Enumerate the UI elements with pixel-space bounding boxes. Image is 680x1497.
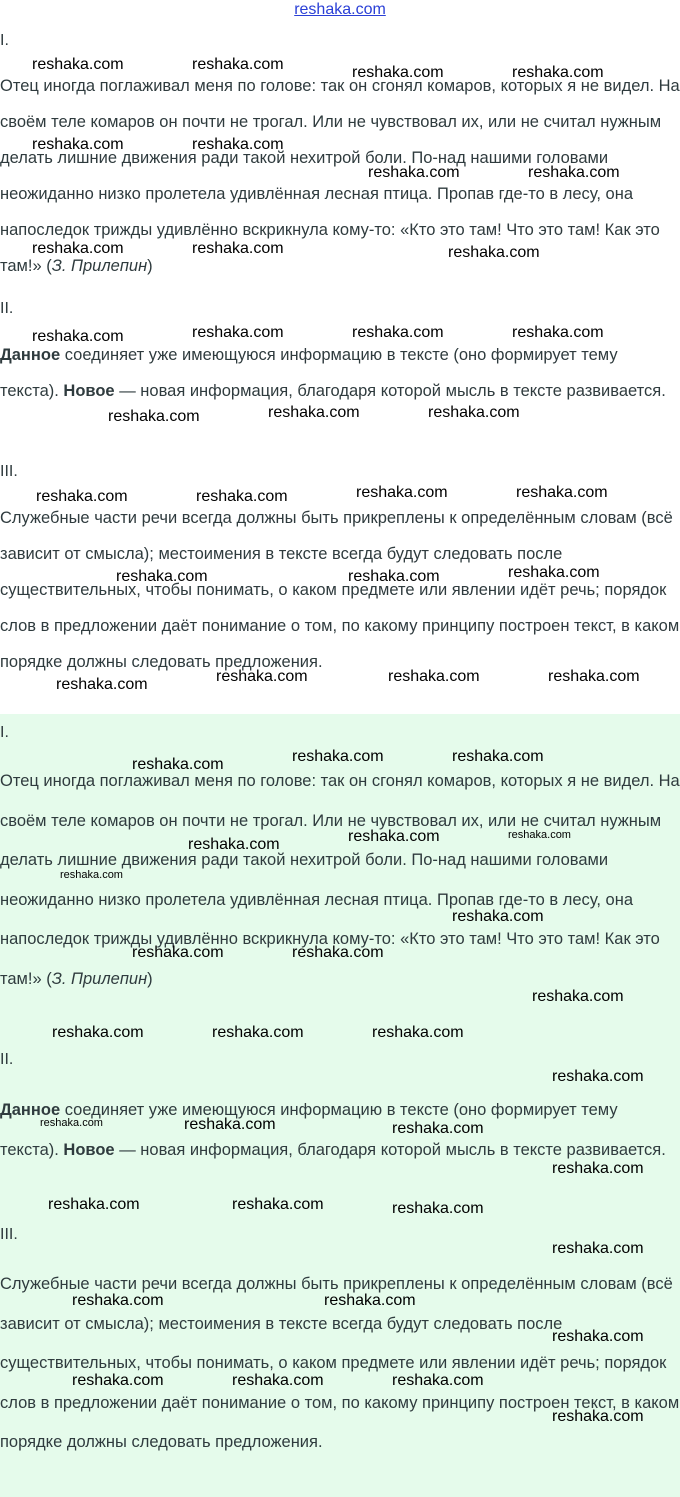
- section-2-text: Данное соединяет уже имеющуюся информацию в тексте (оно формирует тему текста). Новое — новая информация, благодаря которой мысль в тексте развивается.: [0, 346, 666, 400]
- section-1-text: Отец иногда поглаживал меня по голове: так он сгонял комаров, которых я не видел. На своём теле комаров он почти не трогал. Или не чувствовал их, или не считал нужным делать лишние движения ради такой нехитрой боли. По-над нашими головами неожиданно низко пролетела удивлённая лесная птица. Пропав где-то в лесу, она напоследок трижды удивлённо вскрикнула кому-то: «Кто это там! Что это там! Как это там!» (З. Прилепин): [0, 77, 680, 275]
- section-1-text: Отец иногда поглаживал меня по голове: так он сгонял комаров, которых я не видел. На своём теле комаров он почти не трогал. Или не чувствовал их, или не считал нужным делать лишние движения ради такой нехитрой боли. По-над нашими головами неожиданно низко пролетела удивлённая лесная птица. Пропав где-то в лесу, она напоследок трижды удивлённо вскрикнула кому-то: «Кто это там! Что это там! Как это там!» (З. Прилепин): [0, 772, 680, 988]
- watermark: reshaka.com: [60, 869, 123, 881]
- watermark: reshaka.com: [116, 568, 208, 585]
- watermark: reshaka.com: [348, 568, 440, 585]
- watermark: reshaka.com: [392, 1120, 484, 1137]
- watermark: reshaka.com: [192, 324, 284, 341]
- watermark: reshaka.com: [392, 1372, 484, 1389]
- watermark: reshaka.com: [32, 136, 124, 153]
- section-number-1: I.: [0, 32, 9, 49]
- watermark: reshaka.com: [132, 756, 224, 773]
- section-number-1: I.: [0, 724, 9, 741]
- watermark: reshaka.com: [52, 1024, 144, 1041]
- watermark: reshaka.com: [32, 240, 124, 257]
- watermark: reshaka.com: [192, 136, 284, 153]
- term-given: Данное: [0, 346, 61, 364]
- watermark: reshaka.com: [188, 836, 280, 853]
- watermark: reshaka.com: [36, 488, 128, 505]
- watermark: reshaka.com: [32, 56, 124, 73]
- section-number-2: II.: [0, 1051, 14, 1068]
- watermark: reshaka.com: [72, 1372, 164, 1389]
- watermark: reshaka.com: [372, 1024, 464, 1041]
- site-header-link[interactable]: reshaka.com: [294, 1, 386, 18]
- term-given: Данное: [0, 1101, 61, 1119]
- watermark: reshaka.com: [428, 404, 520, 421]
- watermark: reshaka.com: [48, 1196, 140, 1213]
- section-number-2: II.: [0, 300, 14, 317]
- watermark: reshaka.com: [512, 324, 604, 341]
- watermark: reshaka.com: [196, 488, 288, 505]
- watermark: reshaka.com: [552, 1328, 644, 1345]
- watermark: reshaka.com: [292, 944, 384, 961]
- watermark: reshaka.com: [192, 56, 284, 73]
- section-3-text: Служебные части речи всегда должны быть прикреплены к определённым словам (всё зависит от смысла); местоимения в тексте всегда будут следовать после существительных, чтобы понимать, о каком предмете или явлении идёт речь; порядок слов в предложении даёт понимание о том, по какому принципу построен текст, в каком порядке должны следовать предложения.: [0, 509, 680, 671]
- watermark: reshaka.com: [232, 1196, 324, 1213]
- watermark: reshaka.com: [448, 244, 540, 261]
- solution-version-1: [0, 28, 680, 714]
- watermark: reshaka.com: [388, 668, 480, 685]
- watermark: reshaka.com: [40, 1117, 103, 1129]
- watermark: reshaka.com: [212, 1024, 304, 1041]
- watermark: reshaka.com: [392, 1200, 484, 1217]
- watermark: reshaka.com: [356, 484, 448, 501]
- watermark: reshaka.com: [292, 748, 384, 765]
- watermark: reshaka.com: [324, 1292, 416, 1309]
- watermark: reshaka.com: [452, 748, 544, 765]
- watermark: reshaka.com: [56, 676, 148, 693]
- term-new: Новое: [63, 382, 115, 400]
- watermark: reshaka.com: [216, 668, 308, 685]
- section-3-text: Служебные части речи всегда должны быть прикреплены к определённым словам (всё зависит от смысла); местоимения в тексте всегда будут следовать после существительных, чтобы понимать, о каком предмете или явлении идёт речь; порядок слов в предложении даёт понимание о том, по какому принципу построен текст, в каком порядке должны следовать предложения.: [0, 1275, 680, 1451]
- watermark: reshaka.com: [32, 328, 124, 345]
- watermark: reshaka.com: [108, 408, 200, 425]
- watermark: reshaka.com: [348, 828, 440, 845]
- author-name: З. Прилепин: [51, 969, 148, 988]
- watermark: reshaka.com: [552, 1068, 644, 1085]
- watermark: reshaka.com: [552, 1160, 644, 1177]
- watermark: reshaka.com: [532, 988, 624, 1005]
- watermark: reshaka.com: [132, 944, 224, 961]
- watermark: reshaka.com: [552, 1240, 644, 1257]
- watermark: reshaka.com: [452, 908, 544, 925]
- watermark: reshaka.com: [508, 829, 571, 841]
- watermark: reshaka.com: [552, 1408, 644, 1425]
- watermark: reshaka.com: [516, 484, 608, 501]
- section-number-3: III.: [0, 1226, 18, 1243]
- section-2-text: Данное соединяет уже имеющуюся информацию в тексте (оно формирует тему текста). Новое — новая информация, благодаря которой мысль в тексте развивается.: [0, 1101, 666, 1159]
- watermark: reshaka.com: [352, 64, 444, 81]
- watermark: reshaka.com: [184, 1116, 276, 1133]
- watermark: reshaka.com: [508, 564, 600, 581]
- watermark: reshaka.com: [268, 404, 360, 421]
- author-name: З. Прилепин: [51, 257, 148, 275]
- watermark: reshaka.com: [352, 324, 444, 341]
- term-new: Новое: [63, 1140, 115, 1159]
- watermark: reshaka.com: [528, 164, 620, 181]
- watermark: reshaka.com: [548, 668, 640, 685]
- watermark: reshaka.com: [512, 64, 604, 81]
- watermark: reshaka.com: [368, 164, 460, 181]
- section-number-3: III.: [0, 463, 18, 480]
- watermark: reshaka.com: [232, 1372, 324, 1389]
- watermark: reshaka.com: [72, 1292, 164, 1309]
- watermark: reshaka.com: [192, 240, 284, 257]
